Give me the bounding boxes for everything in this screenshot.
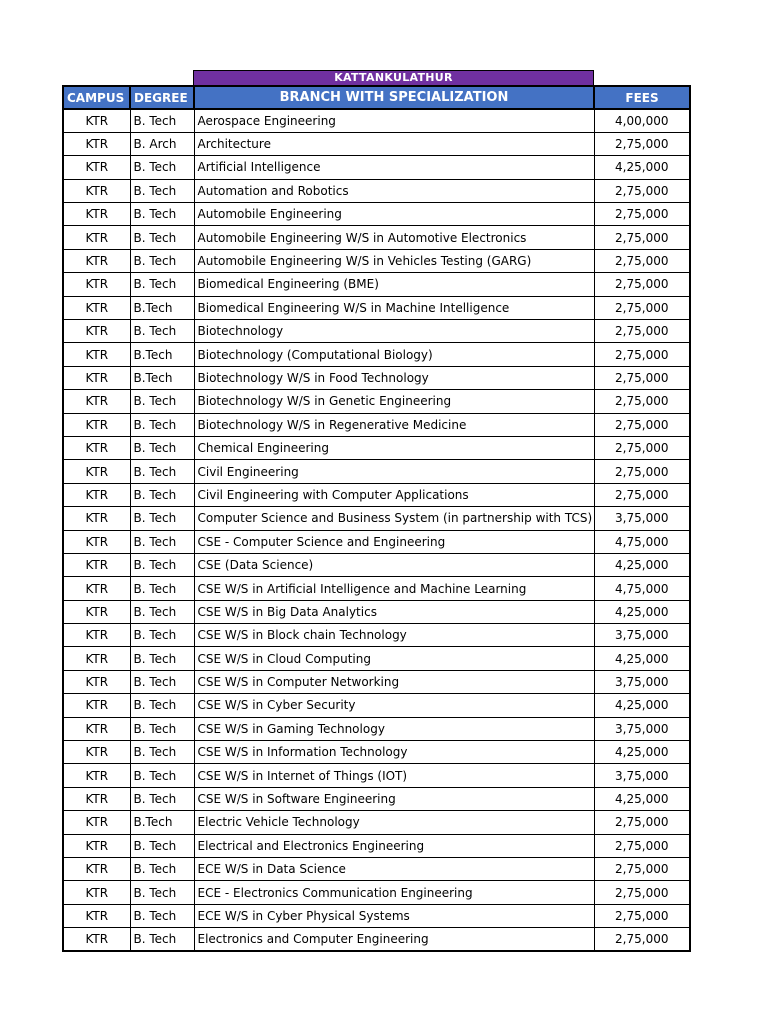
degree-cell: B. Tech — [130, 717, 194, 740]
fee-cell: 2,75,000 — [594, 390, 690, 413]
branch-cell: CSE W/S in Gaming Technology — [194, 717, 594, 740]
table-row — [63, 296, 690, 319]
fee-cell: 2,75,000 — [594, 249, 690, 272]
table-row — [63, 787, 690, 810]
degree-cell: B.Tech — [130, 366, 194, 389]
degree-cell: B. Tech — [130, 226, 194, 249]
table-row — [63, 904, 690, 927]
branch-cell: Computer Science and Business System (in partnership with TCS) — [194, 507, 594, 530]
branch-cell: Chemical Engineering — [194, 436, 594, 459]
branch-cell: Architecture — [194, 132, 594, 155]
branch-cell: Aerospace Engineering — [194, 109, 594, 132]
degree-cell: B. Tech — [130, 109, 194, 132]
degree-cell: B. Tech — [130, 390, 194, 413]
fees-table — [62, 85, 691, 952]
campus-cell: KTR — [63, 600, 130, 623]
branch-cell: Electrical and Electronics Engineering — [194, 834, 594, 857]
campus-cell: KTR — [63, 834, 130, 857]
fee-cell: 4,25,000 — [594, 553, 690, 576]
table-row — [63, 928, 690, 951]
fee-cell: 2,75,000 — [594, 811, 690, 834]
degree-cell: B. Tech — [130, 647, 194, 670]
branch-cell: Biomedical Engineering W/S in Machine Intelligence — [194, 296, 594, 319]
campus-cell: KTR — [63, 296, 130, 319]
branch-cell: Biomedical Engineering (BME) — [194, 273, 594, 296]
fee-cell: 2,75,000 — [594, 226, 690, 249]
campus-cell: KTR — [63, 249, 130, 272]
table-row — [63, 507, 690, 530]
table-row — [63, 483, 690, 506]
table-row — [63, 717, 690, 740]
degree-cell: B. Tech — [130, 881, 194, 904]
degree-cell: B.Tech — [130, 296, 194, 319]
branch-cell: CSE W/S in Computer Networking — [194, 670, 594, 693]
table-row — [63, 460, 690, 483]
table-row — [63, 366, 690, 389]
branch-cell: Biotechnology (Computational Biology) — [194, 343, 594, 366]
degree-cell: B. Tech — [130, 553, 194, 576]
table-row — [63, 343, 690, 366]
branch-cell: Biotechnology W/S in Genetic Engineering — [194, 390, 594, 413]
degree-cell: B. Tech — [130, 904, 194, 927]
table-row — [63, 741, 690, 764]
degree-cell: B. Tech — [130, 179, 194, 202]
table-body — [63, 109, 690, 951]
degree-cell: B. Tech — [130, 834, 194, 857]
campus-cell: KTR — [63, 226, 130, 249]
campus-banner: KATTANKULATHUR — [193, 70, 594, 86]
table-row — [63, 764, 690, 787]
branch-cell: CSE W/S in Software Engineering — [194, 787, 594, 810]
campus-cell: KTR — [63, 179, 130, 202]
branch-cell: Artificial Intelligence — [194, 156, 594, 179]
fee-cell: 2,75,000 — [594, 483, 690, 506]
degree-cell: B. Tech — [130, 436, 194, 459]
branch-cell: Biotechnology W/S in Food Technology — [194, 366, 594, 389]
degree-cell: B. Tech — [130, 670, 194, 693]
degree-cell: B. Tech — [130, 249, 194, 272]
table-row — [63, 203, 690, 226]
table-row — [63, 156, 690, 179]
campus-cell: KTR — [63, 109, 130, 132]
degree-cell: B. Tech — [130, 787, 194, 810]
table-row — [63, 132, 690, 155]
degree-cell: B. Tech — [130, 320, 194, 343]
header-campus: CAMPUS — [63, 86, 130, 109]
fee-cell: 2,75,000 — [594, 296, 690, 319]
fee-cell: 4,75,000 — [594, 530, 690, 553]
fee-cell: 3,75,000 — [594, 717, 690, 740]
fee-cell: 4,25,000 — [594, 600, 690, 623]
branch-cell: Automobile Engineering — [194, 203, 594, 226]
campus-cell: KTR — [63, 717, 130, 740]
campus-cell: KTR — [63, 577, 130, 600]
campus-cell: KTR — [63, 764, 130, 787]
branch-cell: Automation and Robotics — [194, 179, 594, 202]
branch-cell: CSE W/S in Block chain Technology — [194, 624, 594, 647]
fee-cell: 2,75,000 — [594, 436, 690, 459]
table-row — [63, 530, 690, 553]
fee-cell: 4,25,000 — [594, 787, 690, 810]
campus-cell: KTR — [63, 366, 130, 389]
fee-cell: 2,75,000 — [594, 366, 690, 389]
degree-cell: B. Tech — [130, 577, 194, 600]
campus-cell: KTR — [63, 787, 130, 810]
table-row — [63, 390, 690, 413]
header-degree: DEGREE — [130, 86, 194, 109]
degree-cell: B. Tech — [130, 694, 194, 717]
branch-cell: Automobile Engineering W/S in Vehicles Testing (GARG) — [194, 249, 594, 272]
degree-cell: B. Tech — [130, 741, 194, 764]
campus-cell: KTR — [63, 156, 130, 179]
campus-cell: KTR — [63, 670, 130, 693]
fee-cell: 2,75,000 — [594, 928, 690, 951]
degree-cell: B. Tech — [130, 483, 194, 506]
fee-cell: 2,75,000 — [594, 904, 690, 927]
branch-cell: Biotechnology W/S in Regenerative Medicine — [194, 413, 594, 436]
campus-cell: KTR — [63, 273, 130, 296]
degree-cell: B.Tech — [130, 343, 194, 366]
degree-cell: B. Tech — [130, 624, 194, 647]
fee-cell: 3,75,000 — [594, 624, 690, 647]
campus-cell: KTR — [63, 460, 130, 483]
branch-cell: Civil Engineering — [194, 460, 594, 483]
degree-cell: B. Tech — [130, 156, 194, 179]
branch-cell: Civil Engineering with Computer Applications — [194, 483, 594, 506]
campus-cell: KTR — [63, 624, 130, 647]
table-row — [63, 670, 690, 693]
degree-cell: B. Tech — [130, 203, 194, 226]
campus-cell: KTR — [63, 483, 130, 506]
table-row — [63, 553, 690, 576]
table-row — [63, 624, 690, 647]
fee-cell: 2,75,000 — [594, 179, 690, 202]
fee-cell: 2,75,000 — [594, 273, 690, 296]
fee-cell: 4,25,000 — [594, 694, 690, 717]
fee-cell: 3,75,000 — [594, 507, 690, 530]
fee-cell: 3,75,000 — [594, 670, 690, 693]
campus-cell: KTR — [63, 132, 130, 155]
branch-cell: CSE W/S in Information Technology — [194, 741, 594, 764]
campus-cell: KTR — [63, 436, 130, 459]
fee-cell: 4,25,000 — [594, 156, 690, 179]
degree-cell: B. Tech — [130, 764, 194, 787]
table-row — [63, 811, 690, 834]
fee-cell: 2,75,000 — [594, 132, 690, 155]
campus-cell: KTR — [63, 343, 130, 366]
degree-cell: B. Tech — [130, 858, 194, 881]
fee-cell: 2,75,000 — [594, 834, 690, 857]
branch-cell: CSE W/S in Artificial Intelligence and Machine Learning — [194, 577, 594, 600]
table-row — [63, 413, 690, 436]
branch-cell: Biotechnology — [194, 320, 594, 343]
table-row — [63, 834, 690, 857]
degree-cell: B. Tech — [130, 273, 194, 296]
fee-cell: 2,75,000 — [594, 320, 690, 343]
table-row — [63, 109, 690, 132]
table-row — [63, 436, 690, 459]
fee-cell: 2,75,000 — [594, 413, 690, 436]
campus-cell: KTR — [63, 553, 130, 576]
branch-cell: Electric Vehicle Technology — [194, 811, 594, 834]
table-row — [63, 881, 690, 904]
campus-cell: KTR — [63, 741, 130, 764]
campus-cell: KTR — [63, 858, 130, 881]
table-row — [63, 600, 690, 623]
header-row — [63, 86, 690, 109]
degree-cell: B. Arch — [130, 132, 194, 155]
table-row — [63, 577, 690, 600]
campus-cell: KTR — [63, 694, 130, 717]
fee-cell: 4,75,000 — [594, 577, 690, 600]
branch-cell: CSE (Data Science) — [194, 553, 594, 576]
table-row — [63, 320, 690, 343]
fee-cell: 4,25,000 — [594, 647, 690, 670]
campus-cell: KTR — [63, 530, 130, 553]
campus-cell: KTR — [63, 904, 130, 927]
table-row — [63, 858, 690, 881]
table-row — [63, 273, 690, 296]
campus-cell: KTR — [63, 928, 130, 951]
branch-cell: CSE - Computer Science and Engineering — [194, 530, 594, 553]
degree-cell: B. Tech — [130, 460, 194, 483]
fee-cell: 2,75,000 — [594, 858, 690, 881]
fee-cell: 4,00,000 — [594, 109, 690, 132]
degree-cell: B. Tech — [130, 928, 194, 951]
table-row — [63, 647, 690, 670]
degree-cell: B.Tech — [130, 811, 194, 834]
branch-cell: CSE W/S in Cloud Computing — [194, 647, 594, 670]
campus-cell: KTR — [63, 203, 130, 226]
campus-cell: KTR — [63, 507, 130, 530]
table-row — [63, 249, 690, 272]
fee-cell: 2,75,000 — [594, 343, 690, 366]
branch-cell: Automobile Engineering W/S in Automotive Electronics — [194, 226, 594, 249]
degree-cell: B. Tech — [130, 530, 194, 553]
campus-cell: KTR — [63, 320, 130, 343]
degree-cell: B. Tech — [130, 507, 194, 530]
branch-cell: ECE W/S in Data Science — [194, 858, 594, 881]
branch-cell: CSE W/S in Cyber Security — [194, 694, 594, 717]
branch-cell: ECE W/S in Cyber Physical Systems — [194, 904, 594, 927]
campus-cell: KTR — [63, 647, 130, 670]
header-fees: FEES — [594, 86, 690, 109]
campus-cell: KTR — [63, 811, 130, 834]
fee-cell: 2,75,000 — [594, 203, 690, 226]
degree-cell: B. Tech — [130, 413, 194, 436]
campus-cell: KTR — [63, 390, 130, 413]
table-row — [63, 226, 690, 249]
fee-cell: 4,25,000 — [594, 741, 690, 764]
fee-cell: 2,75,000 — [594, 881, 690, 904]
fee-cell: 3,75,000 — [594, 764, 690, 787]
degree-cell: B. Tech — [130, 600, 194, 623]
branch-cell: Electronics and Computer Engineering — [194, 928, 594, 951]
fee-cell: 2,75,000 — [594, 460, 690, 483]
table-row — [63, 179, 690, 202]
branch-cell: CSE W/S in Internet of Things (IOT) — [194, 764, 594, 787]
header-branch: BRANCH WITH SPECIALIZATION — [194, 86, 594, 109]
campus-cell: KTR — [63, 881, 130, 904]
campus-cell: KTR — [63, 413, 130, 436]
branch-cell: ECE - Electronics Communication Engineering — [194, 881, 594, 904]
table-row — [63, 694, 690, 717]
branch-cell: CSE W/S in Big Data Analytics — [194, 600, 594, 623]
